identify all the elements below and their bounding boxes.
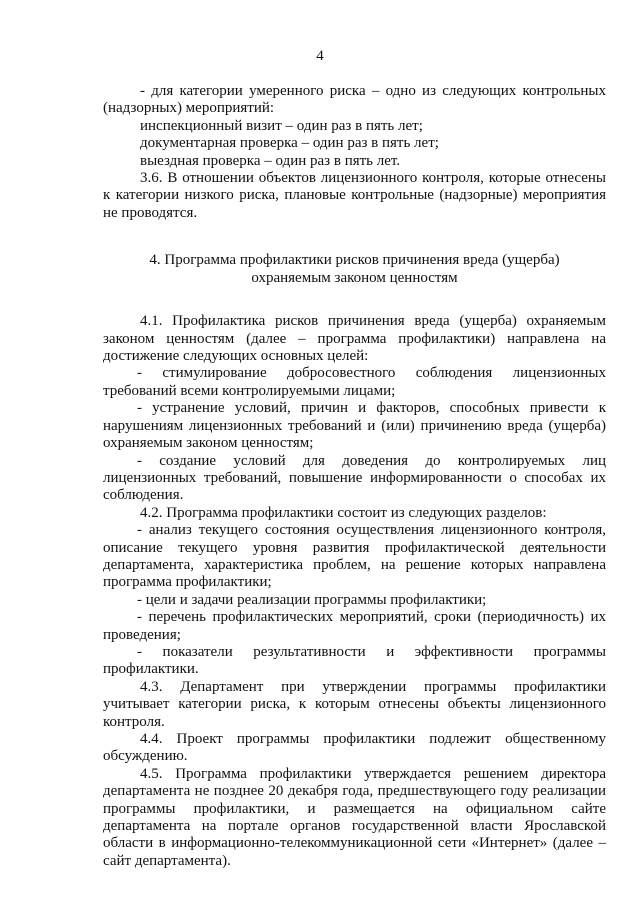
- goal-item-stimulation: - стимулирование добросовестного соблюдения лицензионных требований всеми контролируемыми лицами;: [103, 365, 606, 399]
- section-4-heading: [103, 251, 606, 287]
- moderate-risk-paragraph: - для категории умеренного риска – одно из следующих контрольных (надзорных) мероприятий:: [103, 83, 606, 117]
- section-item-measures: - перечень профилактических мероприятий, сроки (периодичность) их проведения;: [103, 609, 606, 643]
- section-item-indicators: - показатели результативности и эффективности программы профилактики.: [103, 643, 606, 678]
- section-4-heading-line-2: охраняемым законом ценностям: [251, 270, 458, 287]
- goal-item-elimination: - устранение условий, причин и факторов, способных привести к нарушениям лицензионных требований и (или) причинению вреда (ущерба) охраняемым законом ценностям;: [103, 400, 606, 452]
- section-4-heading-line-1: 4. Программа профилактики рисков причинения вреда (ущерба): [149, 252, 560, 269]
- moderate-option-field-check: выездная проверка – один раз в пять лет.: [140, 152, 401, 169]
- paragraph-4-4: 4.4. Проект программы профилактики подлежит общественному обсуждению.: [103, 731, 606, 765]
- section-item-goals: - цели и задачи реализации программы профилактики;: [137, 591, 487, 608]
- paragraph-4-2: 4.2. Программа профилактики состоит из следующих разделов:: [140, 504, 547, 521]
- moderate-option-inspection-visit: инспекционный визит – один раз в пять лет;: [140, 117, 423, 134]
- section-item-analysis: - анализ текущего состояния осуществления лицензионного контроля, описание текущего уровня развития профилактической деятельности департамента, характеристика проблем, на решение которых направлена программа профилактики;: [103, 522, 606, 591]
- paragraph-4-1: 4.1. Профилактика рисков причинения вреда (ущерба) охраняемым законом ценностям (далее – программа профилактики) направлена на достижение следующих основных целей:: [103, 313, 606, 365]
- goal-item-conditions: - создание условий для доведения до контролируемых лиц лицензионных требований, повышение информированности о способах их соблюдения.: [103, 452, 606, 504]
- paragraph-3-6: 3.6. В отношении объектов лицензионного контроля, которые отнесены к категории низкого риска, плановые контрольные (надзорные) мероприятия не проводятся.: [103, 170, 606, 221]
- page-number: 4: [316, 48, 324, 64]
- paragraph-4-3: 4.3. Департамент при утверждении программы профилактики учитывает категории риска, к которым отнесены объекты лицензионного контроля.: [103, 678, 606, 730]
- document-body: [103, 83, 606, 870]
- moderate-option-documentary-check: документарная проверка – один раз в пять лет;: [140, 135, 439, 152]
- paragraph-4-5: 4.5. Программа профилактики утверждается решением директора департамента не позднее 20 декабря года, предшествующего году реализации программы профилактики, и размещается на официальном сайте департамента на портале органов государственной власти Ярославской области в информационно-телекоммуникационной сети «Интернет» (далее – сайт департамента).: [103, 765, 606, 869]
